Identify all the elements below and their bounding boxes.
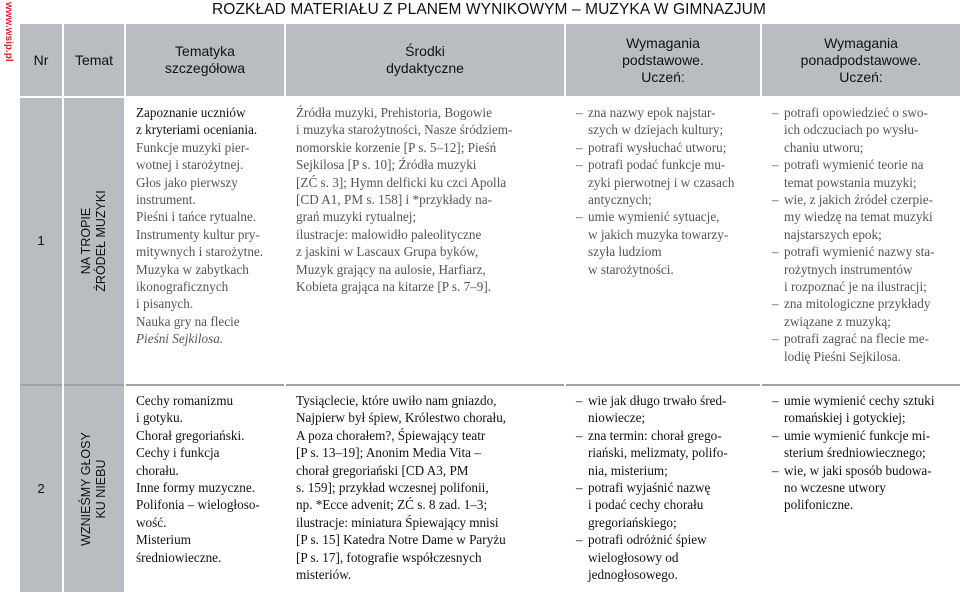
- requirement-line: sterium średniowiecznego;: [784, 445, 926, 461]
- requirement-item: [576, 427, 752, 479]
- tematyka-line: i gotyku.: [136, 410, 183, 426]
- requirement-line: w jakich muzyka towarzy-: [588, 226, 729, 242]
- tematyka-line: Cechy i funkcja: [136, 445, 220, 461]
- requirement-line: – wie, w jaki sposób budowa-: [784, 462, 932, 478]
- requirement-line: zyki pierwotnej i w czasach: [588, 174, 735, 190]
- requirement-line: – potrafi opowiedzieć o swo-: [784, 105, 928, 120]
- requirement-line: – potrafi wymienić teorie na: [784, 157, 924, 173]
- watermark: [0, 0, 16, 90]
- requirement-line: my wiedzę na temat muzyki: [784, 209, 933, 225]
- srodki-line: [P s. 15] Katedra Notre Dame w Paryżu: [296, 532, 506, 548]
- requirement-line: ich odczuciach po wysłu-: [784, 122, 919, 138]
- tematyka-line: chorału.: [136, 462, 179, 478]
- srodki-cell: [285, 97, 565, 385]
- requirement-line: – umie wymienić cechy sztuki: [784, 393, 935, 408]
- requirement-line: niowiecze;: [588, 410, 646, 426]
- requirement-item: [772, 427, 953, 462]
- tematyka-line: Chorał gregoriański.: [136, 427, 245, 443]
- requirement-item: [772, 330, 953, 365]
- srodki-line: nomorskie korzenie [P s. 5–12]; Pieśń: [296, 139, 497, 155]
- header-wymagania-ponadpodstawowe: Wymagania ponadpodstawowe. Uczeń:: [761, 23, 960, 97]
- requirement-line: riański, melizmaty, polifo-: [588, 445, 728, 461]
- requirement-item: [576, 208, 752, 278]
- requirement-item: [772, 392, 953, 427]
- srodki-line: [P s. 13–19]; Anonim Media Vita –: [296, 445, 481, 461]
- header-tematyka: Tematyka szczegółowa: [125, 23, 285, 97]
- topic-line: WZNIEŚMY GŁOSY: [79, 432, 93, 546]
- srodki-line: [ZĆ s. 3]; Hymn delficki ku czci Apolla: [296, 174, 507, 190]
- tematyka-line: Inne formy muzyczne.: [136, 480, 256, 496]
- plan-table: [18, 22, 960, 592]
- wymagania-ponadpodstawowe-cell: [761, 97, 960, 385]
- tematyka-line: Instrumenty kultur pry-: [136, 226, 260, 242]
- requirement-item: [576, 156, 752, 208]
- requirement-line: – potrafi odróżnić śpiew: [588, 532, 707, 548]
- table-row: [19, 97, 960, 385]
- tematyka-line: instrument.: [136, 192, 196, 208]
- requirement-item: [772, 156, 953, 191]
- requirement-line: rożytnych instrumentów: [784, 261, 913, 277]
- srodki-line: Muzyk grający na aulosie, Harfiarz,: [296, 261, 486, 277]
- requirement-line: w starożytności.: [588, 261, 674, 277]
- srodki-line: [P s. 17], fotografie współczesnych: [296, 549, 482, 565]
- topic-line: ŹRÓDEŁ MUZYKI: [94, 190, 108, 292]
- tematyka-line: wotnej i starożytnej.: [136, 157, 244, 173]
- requirement-item: [576, 139, 752, 156]
- requirement-line: – potrafi zagrać na flecie me-: [784, 331, 929, 347]
- header-temat: Temat: [63, 23, 125, 97]
- tematyka-line: wość.: [136, 514, 167, 530]
- row-number: [19, 385, 63, 592]
- requirement-line: – potrafi wymienić nazwy sta-: [784, 244, 935, 260]
- requirement-line: – wie jak długo trwało śred-: [588, 393, 727, 408]
- tematyka-line: Cechy romanizmu: [136, 393, 234, 408]
- topic-line: NA TROPIE: [79, 207, 93, 275]
- tematyka-cell: [125, 97, 285, 385]
- requirement-line: – umie wymienić sytuacje,: [588, 209, 720, 225]
- requirement-line: antycznych;: [588, 192, 652, 208]
- requirement-item: [772, 104, 953, 156]
- requirements-list: [772, 104, 953, 365]
- requirements-list: [576, 392, 752, 583]
- tematyka-line: Zapoznanie uczniów: [136, 105, 246, 120]
- requirement-line: i rozpoznać je na ilustracji;: [784, 279, 927, 295]
- srodki-cell: [285, 385, 565, 592]
- srodki-line: Sejkilosa [P s. 10]; Źródła muzyki: [296, 157, 477, 173]
- row-number: [19, 97, 63, 385]
- requirement-item: [772, 191, 953, 243]
- row-topic: [63, 97, 125, 385]
- requirement-item: [772, 295, 953, 330]
- requirement-line: – potrafi wysłuchać utworu;: [588, 139, 727, 155]
- requirement-line: – zna nazwy epok najstar-: [588, 105, 716, 120]
- srodki-line: Kobieta grająca na kitarze [P s. 7–9].: [296, 279, 492, 295]
- requirement-line: wielogłosowy od: [588, 549, 679, 565]
- srodki-line: Najpierw był śpiew, Królestwo chorału,: [296, 410, 507, 426]
- requirement-line: – potrafi wyjaśnić nazwę: [588, 480, 711, 496]
- requirement-line: – wie, z jakich źródeł czerpie-: [784, 192, 934, 208]
- requirement-line: romańskiej i gotyckiej;: [784, 410, 906, 426]
- srodki-line: s. 159]; przykład wczesnej polifonii,: [296, 480, 489, 496]
- requirement-line: polifoniczne.: [784, 497, 854, 513]
- requirement-line: lodię Pieśni Sejkilosa.: [784, 348, 901, 364]
- requirement-line: jednogłosowego.: [588, 567, 678, 583]
- srodki-line: i muzyka starożytności, Nasze śródziem-: [296, 122, 513, 138]
- tematyka-line: z kryteriami oceniania.: [136, 122, 258, 138]
- srodki-line: grań muzyki rytualnej;: [296, 209, 417, 225]
- watermark-text: www.wsip.pl: [3, 2, 14, 62]
- requirement-line: – zna termin: chorał grego-: [588, 427, 722, 443]
- page-title: ROZKŁAD MATERIAŁU Z PLANEM WYNIKOWYM – MUZYKA W GIMNAZJUM: [212, 1, 766, 18]
- srodki-line: A poza chorałem?, Śpiewający teatr: [296, 427, 486, 443]
- tematyka-cell: [125, 385, 285, 592]
- requirements-list: [576, 104, 752, 278]
- requirement-line: chaniu utworu;: [784, 139, 864, 155]
- requirement-line: związane z muzyką;: [784, 313, 891, 329]
- row-number-text: 2: [37, 481, 45, 497]
- topic-line: KU NIEBU: [94, 459, 108, 519]
- requirement-line: szyła ludziom: [588, 244, 662, 260]
- header-srodki: Środki dydaktyczne: [285, 23, 565, 97]
- srodki-line: chorał gregoriański [CD A3, PM: [296, 462, 469, 478]
- requirement-line: – umie wymienić funkcje mi-: [784, 427, 931, 443]
- table-row: [19, 385, 960, 592]
- header-wymagania-podstawowe: Wymagania podstawowe. Uczeń:: [565, 23, 761, 97]
- tematyka-line: Głos jako pierwszy: [136, 174, 238, 190]
- tematyka-line: mitywnych i starożytne.: [136, 244, 264, 260]
- requirement-line: najstarszych epok;: [784, 226, 882, 242]
- srodki-line: np. *Ecce advenit; ZĆ s. 8 zad. 1–3;: [296, 497, 488, 513]
- tematyka-line: Nauka gry na flecie: [136, 313, 240, 329]
- tematyka-line: Misterium: [136, 532, 191, 548]
- srodki-line: ilustracje: malowidło paleolityczne: [296, 226, 482, 242]
- tematyka-line: średniowieczne.: [136, 549, 222, 565]
- wymagania-podstawowe-cell: [565, 385, 761, 592]
- row-topic: [63, 385, 125, 592]
- srodki-line: [CD A1, PM s. 158] i *przykłady na-: [296, 192, 492, 208]
- tematyka-line: ikonograficznych: [136, 279, 229, 295]
- wymagania-podstawowe-cell: [565, 97, 761, 385]
- requirement-item: [576, 104, 752, 139]
- requirement-line: i podać cechy chorału: [588, 497, 704, 513]
- requirement-line: – potrafi podać funkcje mu-: [588, 157, 726, 173]
- requirement-line: szych w dziejach kultury;: [588, 122, 724, 138]
- requirement-line: gregoriańskiego;: [588, 514, 677, 530]
- requirement-line: nia, misterium;: [588, 462, 668, 478]
- tematyka-line: Pieśni Sejkilosa.: [136, 331, 224, 347]
- requirement-item: [772, 462, 953, 514]
- tematyka-line: Pieśni i tańce rytualne.: [136, 209, 257, 225]
- srodki-line: misteriów.: [296, 567, 352, 583]
- requirement-item: [772, 243, 953, 295]
- srodki-line: z jaskini w Lascaux Grupa byków,: [296, 244, 479, 260]
- requirements-list: [772, 392, 953, 514]
- row-number-text: 1: [37, 233, 45, 249]
- srodki-line: Tysiąclecie, które uwiło nam gniazdo,: [296, 393, 497, 408]
- requirement-line: temat powstania muzyki;: [784, 174, 917, 190]
- tematyka-line: Funkcje muzyki pier-: [136, 139, 250, 155]
- requirement-line: no wczesne utwory: [784, 480, 886, 496]
- requirement-item: [576, 531, 752, 583]
- tematyka-line: i pisanych.: [136, 296, 194, 312]
- srodki-line: Źródła muzyki, Prehistoria, Bogowie: [296, 105, 492, 120]
- header-row: [19, 23, 960, 97]
- wymagania-ponadpodstawowe-cell: [761, 385, 960, 592]
- tematyka-line: Polifonia – wielogłoso-: [136, 497, 260, 513]
- srodki-line: ilustracje: miniatura Śpiewający mnisi: [296, 514, 499, 530]
- requirement-item: [576, 392, 752, 427]
- header-nr: Nr: [19, 23, 63, 97]
- tematyka-line: Muzyka w zabytkach: [136, 261, 249, 277]
- requirement-item: [576, 479, 752, 531]
- requirement-line: – zna mitologiczne przykłady: [784, 296, 931, 312]
